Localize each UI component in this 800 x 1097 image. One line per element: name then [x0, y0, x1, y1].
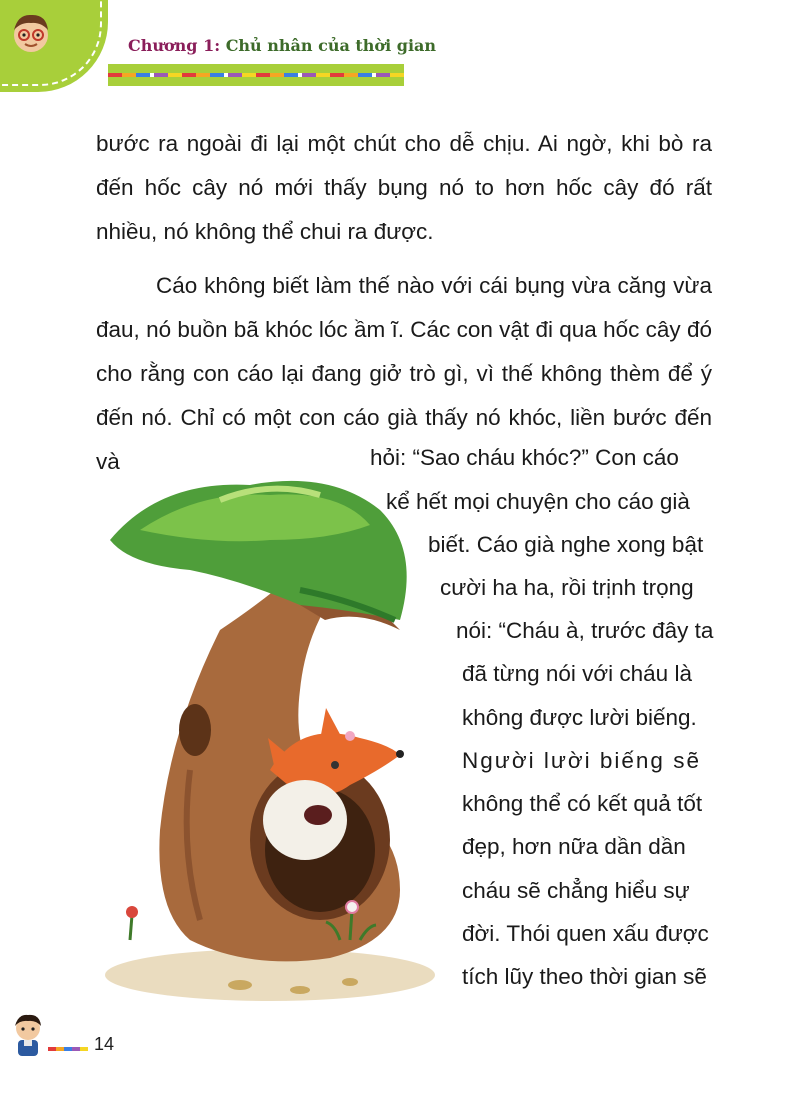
wrapped-line: không thể có kết quả tốt — [462, 791, 703, 816]
wrapped-line: cháu sẽ chẳng hiểu sự — [462, 878, 690, 903]
wrapped-line: nói: “Cháu à, trước đây ta — [456, 618, 714, 643]
chapter-title: Chủ nhân của thời gian — [225, 36, 437, 55]
chapter-prefix: Chương 1: — [128, 36, 221, 55]
header-rainbow-stripe — [108, 73, 404, 77]
wrapped-line: hỏi: “Sao cháu khóc?” Con cáo — [370, 445, 679, 470]
wrapped-line: tích lũy theo thời gian sẽ — [462, 964, 707, 989]
header-bar — [108, 64, 404, 86]
wrapped-line: đời. Thói quen xấu được — [462, 921, 709, 946]
wrapped-line: Người lười biếng sẽ — [462, 748, 701, 773]
kid-mascot-footer-icon — [10, 1012, 46, 1060]
wrapped-line: biết. Cáo già nghe xong bật — [428, 532, 704, 557]
page-number: 14 — [94, 1034, 115, 1054]
wrapped-line: đẹp, hơn nữa dần dần — [462, 834, 686, 859]
wrapped-line: kể hết mọi chuyện cho cáo già — [386, 489, 690, 514]
chapter-heading — [128, 36, 436, 55]
header-corner-decoration — [0, 0, 108, 92]
footer-rainbow-stripe — [48, 1047, 88, 1051]
tree-fox-illustration — [100, 470, 460, 1010]
paragraph-1: bước ra ngoài đi lại một chút cho dễ chịu. Ai ngờ, khi bò ra đến hốc cây nó mới thấy bụng nó to hơn hốc cây đó rất nhiều, nó không thể chui ra được. — [96, 131, 712, 244]
kid-mascot-icon — [8, 10, 54, 56]
wrapped-line: đã từng nói với cháu là — [462, 661, 692, 686]
wrapped-line: không được lười biếng. — [462, 705, 697, 730]
wrapped-line: cười ha ha, rồi trịnh trọng — [440, 575, 694, 600]
paragraph-2: Cáo không biết làm thế nào với cái bụng vừa căng vừa đau, nó buồn bã khóc lóc ầm ĩ. Các con vật đi qua hốc cây đó cho rằng con cáo lại đang giở trò gì, vì thế không thèm để ý đến nó. Chỉ có một con cáo già thấy nó khóc, liền bước đến và — [96, 273, 712, 474]
